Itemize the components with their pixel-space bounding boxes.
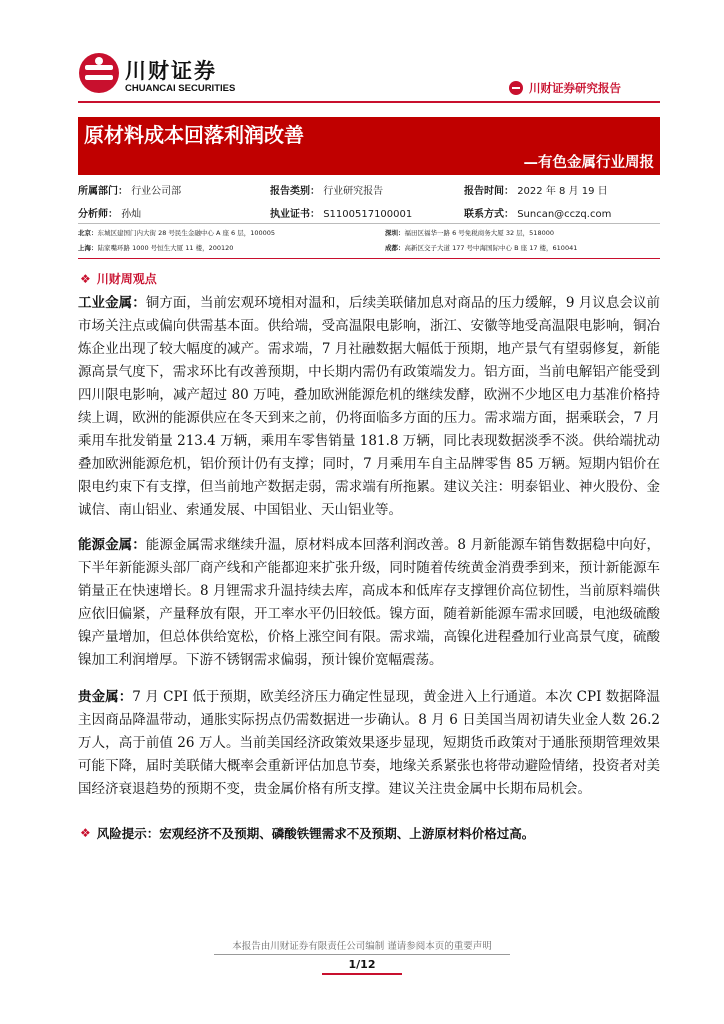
section-heading	[80, 270, 157, 287]
report-subtitle: —有色金属行业周报	[523, 155, 654, 171]
footer-divider	[214, 954, 510, 955]
paragraph-energy-metals	[78, 534, 660, 672]
brand-mark-icon	[509, 81, 523, 95]
risk-warning	[80, 824, 534, 842]
header-divider	[78, 101, 660, 103]
footer-disclaimer: 本报告由川财证券有限责任公司编制 谨请参阅本页的重要声明	[232, 941, 492, 952]
brand-name-en: CHUANCAI SECURITIES	[125, 83, 236, 94]
energy-body: 能源金属需求继续升温，原材料成本回落利润改善。8 月新能源车销售数据稳中向好，下半年新能源头部厂商产线和产能都迎来扩张升级，同时随着传统黄金消费季到来，预计新能源车销量正在快速增长。8 月锂需求升温持续去库，高成本和低库存支撑锂价高位韧性，当前原料端供应依旧偏紧，产量释放有限，开工率水平仍旧较低。镍方面，随着新能源车需求回暖，电池级硫酸镍产量增加，但总体供给宽松，价格上涨空间有限。需求端，高镍化进程叠加行业高景气度，硫酸镍加工利润增厚。下游不锈钢需求偏弱，预计镍价宽幅震荡。	[78, 537, 661, 668]
industrial-lead: 工业金属：	[78, 295, 146, 311]
brand-logo-icon	[79, 53, 119, 93]
analyst-label: 分析师：	[78, 209, 118, 220]
meta-divider	[78, 223, 660, 224]
type-label: 报告类别：	[270, 186, 320, 197]
address-beijing: 北京：东城区建国门内大街 28 号民生金融中心 A 座 6 层，100005	[78, 229, 276, 237]
risk-text: 风险提示：宏观经济不及预期、磷酸铁锂需求不及预期、上游原材料价格过高。	[96, 826, 535, 841]
diamond-bullet-icon: ❖	[80, 271, 91, 286]
time-value: 2022 年 8 月 19 日	[517, 186, 608, 197]
type-value: 行业研究报告	[323, 186, 384, 197]
paragraph-precious-metals	[78, 686, 660, 801]
report-series-text: 川财证券研究报告	[529, 81, 621, 95]
address-shenzhen: 深圳：福田区福华一路 6 号免税商务大厦 32 层，518000	[385, 229, 554, 237]
address-chengdu: 成都：高新区交子大道 177 号中海国际中心 B 座 17 楼，610041	[385, 244, 578, 252]
contact-label: 联系方式：	[464, 209, 514, 220]
address-divider	[78, 258, 660, 259]
precious-lead: 贵金属：	[78, 689, 133, 705]
energy-lead: 能源金属：	[78, 537, 146, 553]
cert-label: 执业证书：	[270, 209, 320, 220]
dept-label: 所属部门：	[78, 186, 128, 197]
page-number: 1/12	[348, 958, 376, 971]
cert-value: S1100517100001	[323, 209, 413, 220]
brand-name-cn: 川财证券	[125, 59, 217, 83]
page-number-underline	[322, 973, 402, 975]
precious-body: 7 月 CPI 低于预期，欧美经济压力确定性显现，黄金进入上行通道。本次 CPI 数据降温主因商品降温带动，通胀实际拐点仍需数据进一步确认。8 月 6 日美国当周初请失业金人数 26.2 万人，高于前值 26 万人。当前美国经济政策效果逐步显现，短期货币政策对于通胀预期管理效果可能下降，届时美联储大概率会重新评估加息节奏，地缘关系紧张也将带动避险情绪，投资者对美国经济衰退趋势的预期不变，贵金属价格有所支撑。建议关注贵金属中长期布局机会。	[78, 689, 660, 797]
address-shanghai: 上海：陆家嘴环路 1000 号恒生大厦 11 楼，200120	[78, 244, 234, 252]
report-title: 原材料成本回落利润改善	[84, 123, 304, 147]
meta-row-2	[78, 205, 660, 220]
paragraph-industrial-metals	[78, 292, 660, 522]
contact-value[interactable]: Suncan@cczq.com	[517, 209, 612, 220]
industrial-body: 铜方面，当前宏观环境相对温和，后续美联储加息对商品的压力缓解，9 月议息会议前市场关注点或偏向供需基本面。供给端，受高温限电影响，浙江、安徽等地受高温限电影响，铜冶炼企业出现了较大幅度的减产。需求端，7 月社融数据大幅低于预期，地产景气有望弱修复，新能源高景气度下，需求环比有改善预期，中长期内需仍有政策端发力。铝方面，当前电解铝产能受到四川限电影响，减产超过 80 万吨，叠加欧洲能源危机的继续发酵，欧洲不少地区电力基准价格持续上调，欧洲的能源供应在冬天到来之前，仍将面临多方面的压力。需求端方面，据乘联会，7 月乘用车批发销量 213.4 万辆，乘用车零售销量 181.8 万辆，同比表现数据淡季不淡。供给端扰动叠加欧洲能源危机，铝价预计仍有支撑；同时，7 月乘用车自主品牌零售 85 万辆。短期内铝价在限电约束下有支撑，但当前地产数据走弱，需求端有所拖累。建议关注：明泰铝业、神火股份、金诚信、南山铝业、索通发展、中国铝业、天山铝业等。	[78, 295, 661, 518]
report-series-label	[509, 80, 621, 96]
meta-row-1	[78, 182, 660, 197]
section-title: 川财周观点	[96, 272, 157, 286]
time-label: 报告时间：	[464, 186, 514, 197]
diamond-bullet-icon: ❖	[80, 826, 91, 840]
analyst-value: 孙灿	[121, 209, 142, 220]
dept-value: 行业公司部	[131, 186, 182, 197]
